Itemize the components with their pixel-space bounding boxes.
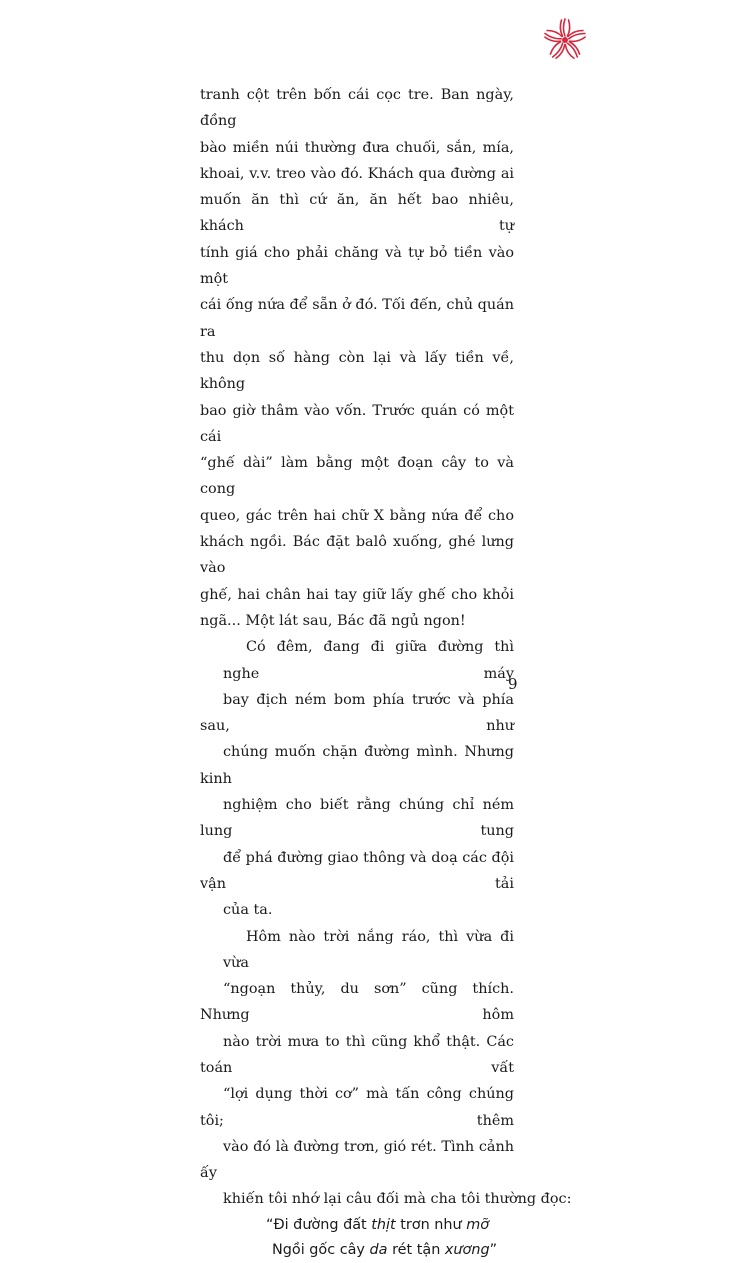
- couplet-fragment: xương: [444, 1241, 490, 1258]
- couplet-fragment: thịt: [371, 1216, 396, 1233]
- text-line: “ngoạn thủy, du sơn” cũng thích. Nhưng hôm: [200, 981, 514, 1024]
- text-line: nào trời mưa to thì cũng khổ thật. Các toán vất: [200, 1033, 514, 1076]
- couplet-fragment: Ngồi gốc cây: [272, 1241, 370, 1258]
- body-text: [200, 82, 572, 1263]
- text-line: bay địch ném bom phía trước và phía sau, như: [200, 691, 514, 735]
- text-line: queo, gác trên hai chữ X bằng nứa để cho: [200, 507, 514, 524]
- couplet-fragment: rét tận: [387, 1241, 445, 1258]
- text-line: nghiệm cho biết rằng chúng chỉ ném lung tung: [200, 797, 514, 840]
- text-line: bao giờ thâm vào vốn. Trước quán có một cái: [200, 402, 514, 445]
- text-line: bào miền núi thường đưa chuối, sắn, mía,: [200, 139, 514, 156]
- paragraph: [200, 82, 514, 634]
- text-line: muốn ăn thì cứ ăn, ăn hết bao nhiêu, khách tự: [200, 192, 514, 235]
- text-line: vào đó là đường trơn, gió rét. Tình cảnh ấy: [200, 1138, 514, 1182]
- text-line: khiến tôi nhớ lại câu đối mà cha tôi thường đọc:: [223, 1191, 572, 1208]
- text-line: của ta.: [223, 902, 273, 919]
- text-line: Hôm nào trời nắng ráo, thì vừa đi vừa: [223, 928, 514, 971]
- text-line: tranh cột trên bốn cái cọc tre. Ban ngày, đồng: [200, 87, 514, 130]
- paragraph: [200, 924, 572, 1213]
- couplet-line-2: [200, 1238, 514, 1263]
- publisher-logo: [541, 15, 589, 63]
- text-line: khoai, v.v. treo vào đó. Khách qua đường ai: [200, 165, 514, 182]
- couplet-line-1: [200, 1213, 514, 1238]
- couplet-fragment: da: [369, 1241, 388, 1258]
- text-line: để phá đường giao thông và doạ các đội vận tải: [200, 849, 514, 892]
- paragraph: [200, 634, 514, 923]
- text-line: tính giá cho phải chăng và tự bỏ tiền vào một: [200, 244, 514, 288]
- red-star-logo-icon: [541, 15, 589, 63]
- couplet-fragment: trơn như: [395, 1216, 467, 1233]
- text-line: ghế, hai chân hai tay giữ lấy ghế cho khỏi: [200, 586, 514, 603]
- couplet-fragment: ”: [489, 1241, 498, 1258]
- text-line: “ghế dài” làm bằng một đoạn cây to và cong: [200, 455, 514, 498]
- text-line: ngã... Một lát sau, Bác đã ngủ ngon!: [200, 612, 466, 629]
- page-number: 9: [508, 675, 518, 693]
- couplet: [200, 1213, 514, 1263]
- text-line: cái ống nứa để sẵn ở đó. Tối đến, chủ quán ra: [200, 297, 514, 340]
- text-line: thu dọn số hàng còn lại và lấy tiền về, không: [200, 349, 514, 393]
- text-line: khách ngồi. Bác đặt balô xuống, ghé lưng vào: [200, 534, 514, 577]
- text-line: chúng muốn chặn đường mình. Nhưng kinh: [200, 744, 514, 787]
- text-line: “lợi dụng thời cơ” mà tấn công chúng tôi; thêm: [200, 1086, 514, 1129]
- couplet-fragment: mỡ: [466, 1216, 490, 1233]
- text-line: Có đêm, đang đi giữa đường thì nghe máy: [223, 639, 514, 682]
- couplet-fragment: “Đi đường đất: [266, 1216, 372, 1233]
